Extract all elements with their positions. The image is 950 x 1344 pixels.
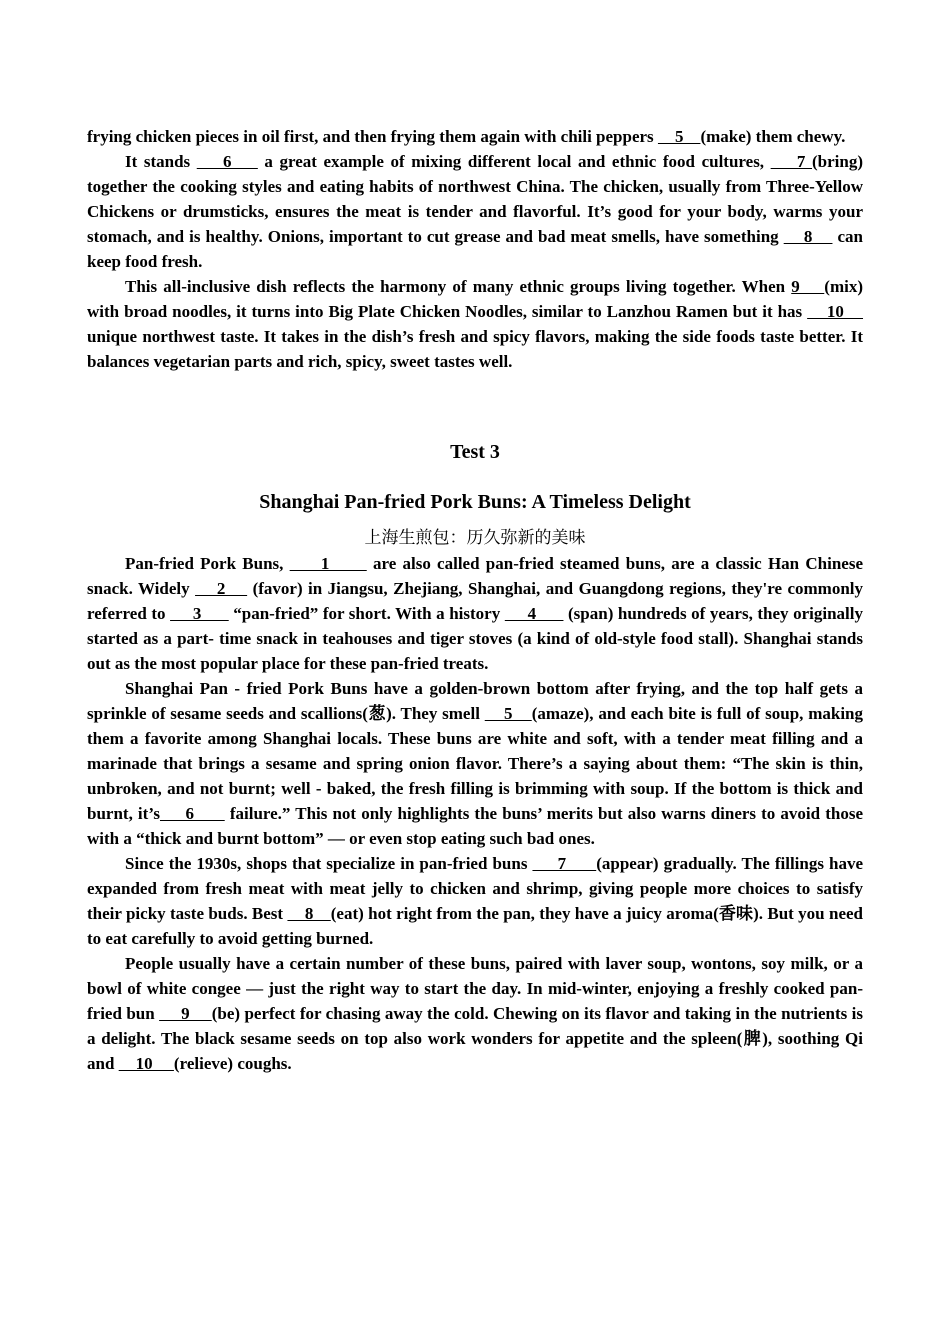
text: can keep food fresh.	[87, 227, 864, 271]
document-page	[87, 124, 863, 1076]
text: (be) perfect for chasing away the cold. Chewing on its flavor and taking in the nutrients is a delight. The black sesame seeds on top also work wonders for appetite and the spleen(脾), soothing Qi and	[87, 1004, 863, 1073]
blank-9[interactable]: 9	[159, 1004, 212, 1023]
text: failure.” This not only highlights the buns’ merits but also warns diners to avoid those with a “thick and burnt bottom” — or even stop eating such bad ones.	[87, 804, 863, 848]
blank-3[interactable]: 3	[170, 604, 229, 623]
blank-9[interactable]: 9	[791, 277, 825, 296]
article-title-chinese: 上海生煎包：历久弥新的美味	[364, 528, 586, 548]
text: Pan-fried Pork Buns,	[125, 554, 290, 573]
text: Since the 1930s, shops that specialize in pan-fried buns	[125, 854, 533, 873]
article-title: Shanghai Pan-fried Pork Buns: A Timeless Delight	[259, 491, 691, 513]
test2-paragraph-1	[87, 124, 863, 149]
text: (bring) together the cooking styles and eating habits of northwest China. The chicken, usually from Three-Yellow Chickens or drumsticks, ensures the meat is tender and flavorful. It’s good for your body, warms your stomach, and is healthy. Onions, important to cut grease and bad meat smells, have something	[87, 152, 864, 246]
test3-paragraph-2	[87, 676, 863, 851]
text: (appear) gradually. The fillings have expanded from fresh meat with meat jelly to chicken and shrimp, giving people more choices to satisfy their picky taste buds. Best	[87, 854, 864, 923]
blank-6[interactable]: 6	[159, 804, 225, 823]
test2-paragraph-3	[87, 274, 863, 374]
text: (amaze), and each bite is full of soup, making them a favorite among Shanghai locals. These buns are white and soft, with a tender meat filling and a marinade that brings a sesame and spring onion flavor. There’s a saying about them: “The skin is thin, unbroken, and not burnt; well - baked, the fresh filling is brimming with soup. If the bottom is thick and burnt, it’s	[87, 704, 864, 823]
text: This all-inclusive dish reflects the harmony of many ethnic groups living together. When	[125, 277, 792, 296]
test3-paragraph-3	[87, 851, 863, 951]
blank-1[interactable]: 1	[289, 554, 367, 573]
blank-5[interactable]: 5	[657, 127, 701, 146]
text: a great example of mixing different local and ethnic food cultures,	[257, 152, 771, 171]
text: Shanghai Pan - fried Pork Buns have a golden-brown bottom after frying, and the top half gets a sprinkle of sesame seeds and scallions(葱). They smell	[87, 679, 863, 723]
blank-8[interactable]: 8	[783, 227, 833, 246]
text: (eat) hot right from the pan, they have a juicy aroma(香味). But you need to eat carefully to avoid getting burned.	[87, 904, 863, 948]
blank-5[interactable]: 5	[484, 704, 532, 723]
blank-4[interactable]: 4	[504, 604, 564, 623]
blank-8[interactable]: 8	[287, 904, 331, 923]
blank-10[interactable]: 10	[118, 1054, 174, 1073]
text: It stands	[125, 152, 197, 171]
blank-2[interactable]: 2	[195, 579, 248, 598]
blank-6[interactable]: 6	[196, 152, 258, 171]
test3-paragraph-1	[87, 551, 863, 676]
blank-7[interactable]: 7	[532, 854, 597, 873]
text: (mix) with broad noodles, it turns into Big Plate Chicken Noodles, similar to Lanzhou Ramen but it has	[87, 277, 863, 321]
text: are also called pan-fried steamed buns, are a classic Han Chinese snack. Widely	[87, 554, 863, 598]
text: (favor) in Jiangsu, Zhejiang, Shanghai, and Guangdong regions, they're commonly referred to	[87, 579, 864, 623]
text: frying chicken pieces in oil first, and then frying them again with chili peppers	[87, 127, 658, 146]
text: (relieve) coughs.	[173, 1054, 292, 1073]
test2-paragraph-2	[87, 149, 863, 274]
text: (make) them chewy.	[700, 127, 846, 146]
text: (span) hundreds of years, they originally started as a part- time snack in teahouses and tiger stoves (a kind of old-style food stall). Shanghai stands out as the most popular place for these pan-fried treats.	[87, 604, 864, 673]
text: “pan-fried” for short. With a history	[228, 604, 505, 623]
blank-10[interactable]: 10	[807, 302, 864, 321]
text: unique northwest taste. It takes in the dish’s fresh and spicy flavors, making the side foods taste better. It balances vegetarian parts and rich, spicy, sweet tastes well.	[87, 327, 863, 371]
test3-paragraph-4	[87, 951, 863, 1076]
text: People usually have a certain number of these buns, paired with laver soup, wontons, soy milk, or a bowl of white congee — just the right way to start the day. In mid-winter, enjoying a freshly cooked pan-fried bun	[87, 954, 863, 1023]
blank-7[interactable]: 7	[770, 152, 813, 171]
test-heading: Test 3	[450, 441, 500, 463]
